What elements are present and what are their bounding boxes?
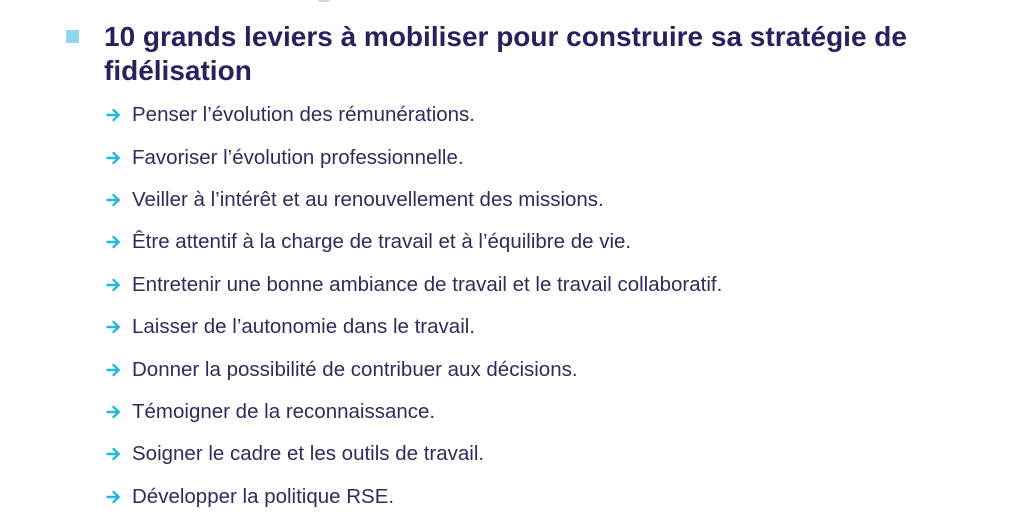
list-item — [106, 391, 722, 433]
arrow-right-icon — [106, 278, 132, 292]
list-item — [106, 348, 722, 390]
list-item — [106, 221, 722, 263]
arrow-right-icon — [106, 108, 132, 122]
arrow-right-icon — [106, 363, 132, 377]
list-item — [106, 136, 722, 178]
cropped-text-fragment — [318, 0, 330, 2]
list-item — [106, 476, 722, 518]
arrow-right-icon — [106, 151, 132, 165]
list-item — [106, 264, 722, 306]
list-item-label: Laisser de l’autonomie dans le travail. — [132, 315, 475, 339]
list-item — [106, 306, 722, 348]
list-item — [106, 179, 722, 221]
arrow-right-icon — [106, 490, 132, 504]
list-item-label: Développer la politique RSE. — [132, 484, 395, 508]
list-item-label: Donner la possibilité de contribuer aux décisions. — [132, 357, 578, 381]
list-item-label: Favoriser l’évolution professionnelle. — [132, 145, 464, 169]
square-bullet-icon — [66, 30, 79, 43]
list-item — [106, 94, 722, 136]
levers-list — [106, 94, 722, 518]
arrow-right-icon — [106, 405, 132, 419]
list-item-label: Soigner le cadre et les outils de travail. — [132, 442, 485, 466]
section-title: 10 grands leviers à mobiliser pour construire sa stratégie de fidélisation — [104, 21, 907, 86]
list-item-label: Témoigner de la reconnaissance. — [132, 399, 436, 423]
list-item-label: Être attentif à la charge de travail et à l’équilibre de vie. — [132, 230, 632, 254]
arrow-right-icon — [106, 235, 132, 249]
list-item-label: Entretenir une bonne ambiance de travail et le travail collaboratif. — [132, 272, 723, 296]
arrow-right-icon — [106, 193, 132, 207]
list-item — [106, 433, 722, 475]
arrow-right-icon — [106, 447, 132, 461]
arrow-right-icon — [106, 320, 132, 334]
list-item-label: Veiller à l’intérêt et au renouvellement des missions. — [132, 187, 604, 211]
list-item-label: Penser l’évolution des rémunérations. — [132, 103, 475, 127]
